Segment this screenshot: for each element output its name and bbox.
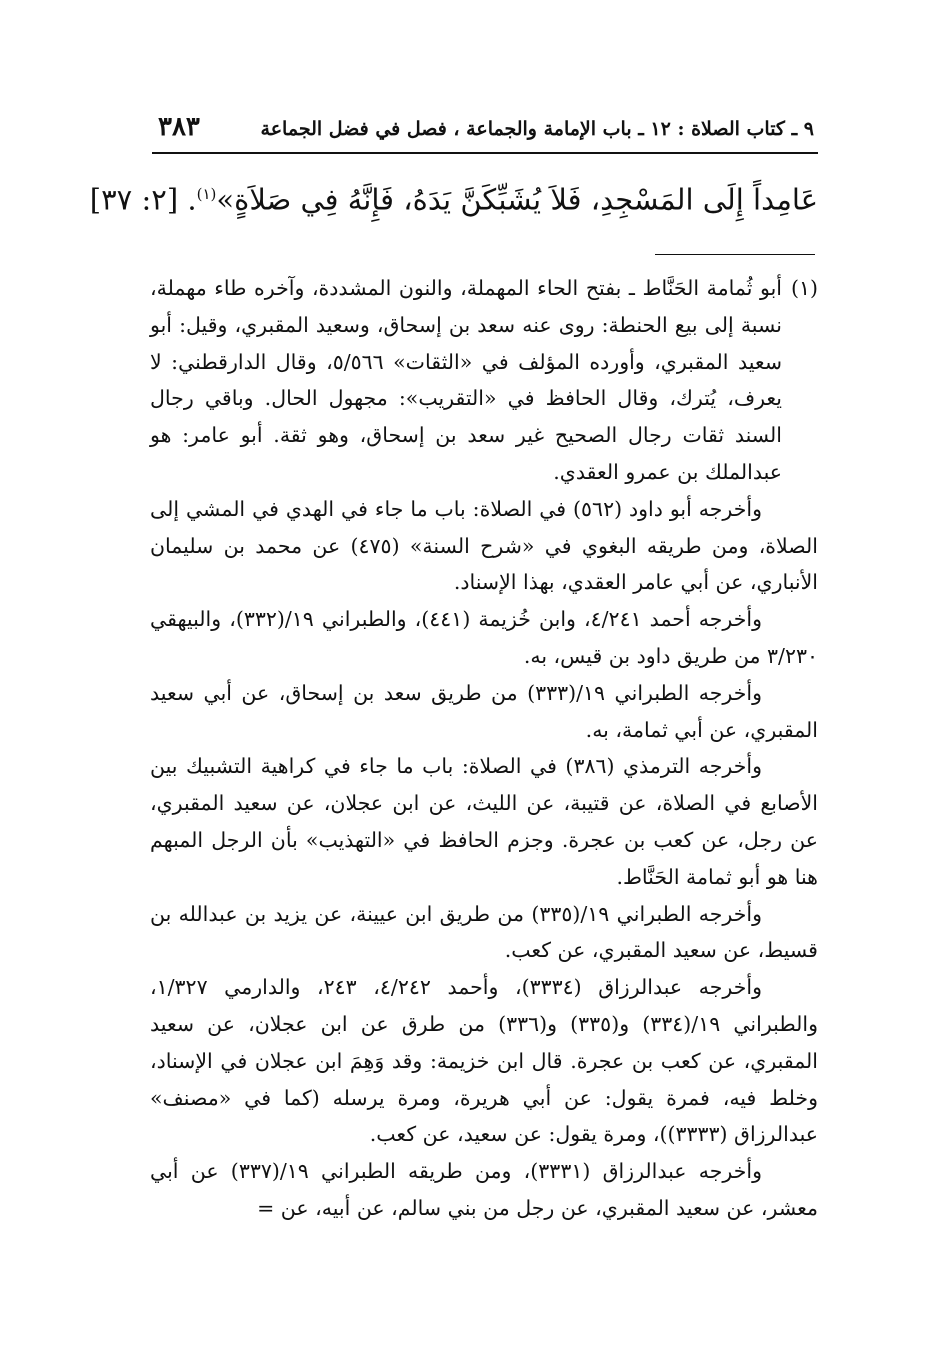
running-head: ٩ ـ كتاب الصلاة : ١٢ ـ باب الإمامة والجماعة ، فصل في فضل الجماعة (260, 118, 814, 140)
page-header (158, 112, 814, 148)
hadith-reference: . [٢: ٣٧] (89, 182, 197, 217)
footnote-paragraph: وأخرجه الطبراني ١٩/(٣٣٥) من طريق ابن عيينة، عن يزيد بن عبدالله بن قسيط، عن سعيد المقبري، عن كعب. (150, 901, 818, 963)
footnote-paragraph: وأخرجه أحمد ٤/٢٤١، وابن خُزيمة (٤٤١)، والطبراني ١٩/(٣٣٢)، والبيهقي ٣/٢٣٠ من طريق داود بن قيس، به. (150, 607, 818, 668)
header-rule (152, 152, 818, 154)
footnote-reference: (١) (196, 185, 217, 203)
footnote-text: أبو ثُمامة الحَنَّاط ـ بفتح الحاء المهملة، والنون المشددة، وآخره طاء مهملة، نسبة إلى بيع الحنطة: روى عنه سعد بن إسحاق، وسعيد المقبري، وقيل: أبو سعيد المقبري، وأورده المؤلف في «الثقات» ٥/٥٦٦، وقال الدارقطني: لا يعرف، يُترك، وقال الحافظ في «التقريب»: مجهول الحال. وباقي رجال السند ثقات رجال الصحيح غير سعد بن إسحاق، وهو ثقة. أبو عامر: هو عبدالملك بن عمرو العقدي. (150, 276, 782, 484)
hadith-text (89, 168, 818, 226)
footnote-paragraph: وأخرجه عبدالرزاق (٣٣٣١)، ومن طريقه الطبراني ١٩/(٣٣٧) عن أبي معشر، عن سعيد المقبري، عن رجل من بني سالم، عن أبيه، عن = (150, 1159, 818, 1220)
footnote-paragraph (150, 270, 818, 491)
hadith-body: عَامِداً إِلَى المَسْجِدِ، فَلاَ يُشَبِّكَنَّ يَدَهُ، فَإِنَّهُ فِي صَلاَةٍ» (216, 182, 818, 217)
footnote-paragraph: وأخرجه عبدالرزاق (٣٣٣٤)، وأحمد ٤/٢٤٢، ٢٤٣، والدارمي ١/٣٢٧، والطبراني ١٩/(٣٣٤) و(٣٣٥) و(٣٣٦) من طرق عن ابن عجلان، عن سعيد المقبري، عن كعب بن عجرة. قال ابن خزيمة: وقد وَهِمَ ابن عجلان في الإسناد، وخلط فيه، فمرة يقول: عن أبي هريرة، ومرة يرسله (كما في «مصنف» عبدالرزاق (٣٣٣٣))، ومرة يقول: عن سعيد، عن كعب. (150, 975, 818, 1147)
page-number: ٣٨٣ (158, 112, 200, 142)
footnote-paragraph: وأخرجه الطبراني ١٩/(٣٣٣) من طريق سعد بن إسحاق، عن أبي سعيد المقبري، عن أبي ثمامة، به. (150, 680, 818, 742)
footnote-paragraph: وأخرجه الترمذي (٣٨٦) في الصلاة: باب ما جاء في كراهية التشبيك بين الأصابع في الصلاة، عن قتيبة، عن الليث، عن ابن عجلان، عن سعيد المقبري، عن رجل، عن كعب بن عجرة. وجزم الحافظ في «التهذيب» بأن الرجل المبهم هنا هو أبو ثمامة الحَنَّاط. (150, 754, 818, 889)
footnote-separator (655, 254, 815, 255)
footnote-section (150, 270, 818, 1227)
footnote-marker: (١) (790, 276, 818, 300)
footnote-paragraph: وأخرجه أبو داود (٥٦٢) في الصلاة: باب ما جاء في الهدي في المشي إلى الصلاة، ومن طريقه البغوي في «شرح السنة» (٤٧٥) عن محمد بن سليمان الأنباري، عن أبي عامر العقدي، بهذا الإسناد. (150, 496, 818, 595)
